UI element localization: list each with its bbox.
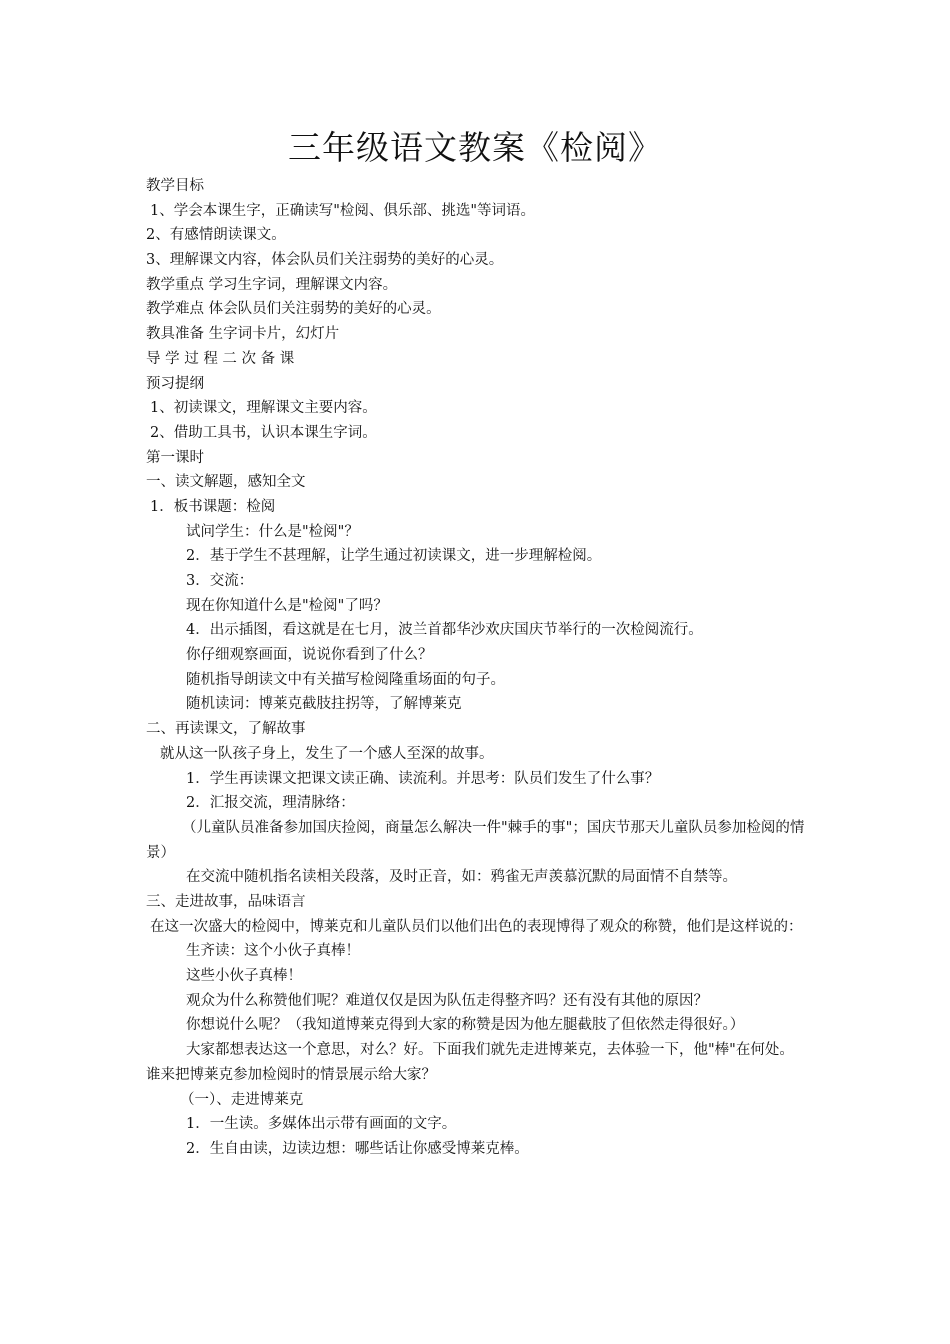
sub-heading: （一）、走进博莱克: [180, 1091, 304, 1108]
step-item: 1．板书课题：检阅: [150, 498, 276, 515]
paragraph: 在交流中随机指名读相关段落，及时正音，如：鸦雀无声羡慕沉默的局面情不自禁等。: [186, 869, 737, 886]
step-item: 1．一生读。多媒体出示带有画面的文字。: [186, 1116, 457, 1133]
teaching-difficulty: 教学难点 体会队员们关注弱势的美好的心灵。: [146, 301, 441, 318]
objective-item: 3、理解课文内容，体会队员们关注弱势的美好的心灵。: [146, 252, 504, 269]
step-text: 现在你知道什么是"检阅"了吗？: [186, 597, 388, 614]
document-body: [146, 174, 808, 1162]
step-heading: 二、再读课文，了解故事: [146, 721, 306, 738]
teaching-focus: 教学重点 学习生字词，理解课文内容。: [146, 276, 398, 293]
preview-item: 1、初读课文，理解课文主要内容。: [150, 400, 377, 417]
paragraph: 大家都想表达这一个意思，对么？好。下面我们就先走进博莱克，去体验一下，他"棒"在何处。谁来把博莱克参加检阅时的情景展示给大家？: [146, 1042, 794, 1083]
section-heading: 教学目标: [146, 178, 204, 194]
paragraph: 在这一次盛大的检阅中，博莱克和儿童队员们以他们出色的表现博得了观众的称赞，他们是这样说的：: [150, 918, 803, 935]
lesson-heading: 第一课时: [146, 449, 204, 466]
step-item: 2．汇报交流，理清脉络：: [186, 795, 355, 812]
paragraph: 你想说什么呢？（我知道博莱克得到大家的称赞是因为他左腿截肢了但依然走得很好。）: [186, 1017, 745, 1034]
document-title: 三年级语文教案《检阅》: [288, 128, 662, 167]
section-heading: 预习提纲: [146, 375, 204, 392]
step-text: 试问学生：什么是"检阅"？: [186, 523, 359, 540]
step-text: 随机指导朗读文中有关描写检阅隆重场面的句子。: [186, 671, 505, 688]
step-heading: 一、读文解题，感知全文: [146, 474, 306, 491]
process-heading: 导 学 过 程 二 次 备 课: [146, 350, 295, 367]
paragraph: 就从这一队孩子身上，发生了一个感人至深的故事。: [160, 745, 494, 762]
step-item: 4．出示插图，看这就是在七月，波兰首都华沙欢庆国庆节举行的一次检阅流行。: [186, 622, 703, 639]
quote-line: 这些小伙子真棒！: [186, 968, 302, 985]
paragraph: 观众为什么称赞他们呢？难道仅仅是因为队伍走得整齐吗？还有没有其他的原因？: [186, 992, 708, 1009]
step-heading: 三、走进故事，品味语言: [146, 893, 306, 910]
step-item: 3．交流：: [186, 573, 254, 589]
step-text: 随机读词：博莱克截肢拄拐等，了解博莱克: [186, 696, 462, 713]
step-item: 2．生自由读，边读边想：哪些话让你感受博莱克棒。: [186, 1140, 529, 1157]
teaching-materials: 教具准备 生字词卡片，幻灯片: [146, 326, 340, 343]
step-item: 1．学生再读课文把课文读正确、读流利。并思考：队员们发生了什么事？: [186, 770, 660, 787]
paragraph: （儿童队员准备参加国庆捡阅，商量怎么解决一件"棘手的事"；国庆节那天儿童队员参加检阅的情景）: [146, 819, 805, 861]
step-text: 你仔细观察画面，说说你看到了什么？: [186, 647, 433, 664]
quote-line: 生齐读：这个小伙子真棒！: [186, 943, 360, 960]
objective-item: 2、有感情朗读课文。: [146, 227, 286, 244]
step-item: 2．基于学生不甚理解，让学生通过初读课文，进一步理解检阅。: [186, 548, 602, 565]
preview-item: 2、借助工具书，认识本课生字词。: [150, 424, 377, 441]
objective-item: 1、学会本课生字，正确读写"检阅、俱乐部、挑选"等词语。: [150, 202, 536, 219]
